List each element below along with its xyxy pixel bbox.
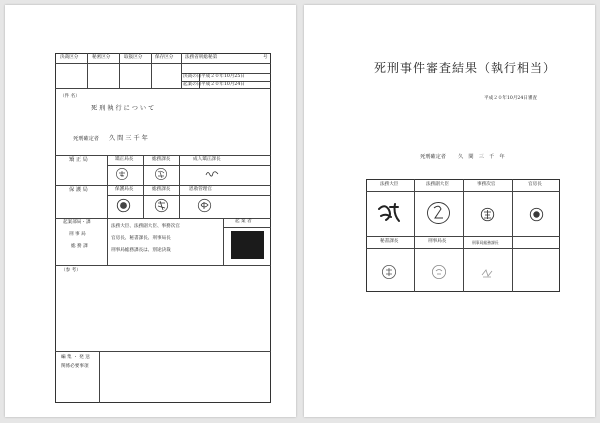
left-page [5, 5, 296, 417]
approver-title: 法務副大臣 [426, 182, 449, 187]
stamp-seal [381, 264, 397, 280]
review-date: 平成２０年10月24日審査 [484, 96, 538, 101]
table-rule [463, 179, 464, 292]
form-rule [107, 165, 271, 166]
form-rule [143, 185, 144, 218]
form-rule [55, 351, 271, 352]
drafting-dept-label: 起案部局・課 [63, 220, 91, 225]
header-cell: 保存区分 [155, 55, 174, 60]
drafter-label: 起 案 者 [235, 219, 252, 224]
notes-label: （参 考） [61, 268, 81, 273]
approver-title: 保護局長 [115, 187, 134, 192]
form-rule [87, 53, 88, 88]
convict-label: 死刑確定者 [420, 154, 446, 160]
form-rule [55, 155, 271, 156]
footer-label: 関係必要事項 [61, 364, 89, 369]
approver-title: 法務大臣 [380, 182, 399, 187]
redacted-block [231, 231, 264, 259]
stamp-seal [154, 167, 168, 181]
drafting-dept-label: 刑 事 局 [69, 232, 86, 237]
stamp-seal [431, 264, 447, 280]
convict-label: 死刑確定者 [73, 136, 99, 142]
subject-label: （件 名） [60, 94, 80, 99]
approval-line: 刑事局総務課長は、別途決裁 [111, 248, 171, 253]
date-label: 起案の日 [183, 82, 202, 87]
form-rule [55, 88, 271, 89]
convict-name: 久 間 三 千 年 [458, 154, 505, 160]
document-title: 死刑事件審査結果（執行相当） [374, 61, 557, 75]
approval-line: 法務大臣、法務副大臣、事務次官 [111, 224, 180, 229]
approver-title: 恩赦管理官 [189, 187, 212, 192]
form-rule [223, 227, 271, 228]
form-rule [107, 155, 108, 185]
handwritten-mark [480, 267, 494, 279]
stamp-seal [529, 207, 544, 222]
form-rule [181, 53, 182, 88]
doc-number-label: 法務省刑総秘第 [185, 55, 218, 60]
stamp-seal [197, 198, 212, 213]
form-rule [151, 53, 152, 88]
form-rule [143, 155, 144, 185]
form-rule [179, 155, 180, 185]
approver-title: 刑事局総務課長 [472, 240, 499, 245]
drafting-dept-label: 総 務 課 [71, 244, 88, 249]
header-cell: 決裁区分 [60, 55, 79, 60]
stamp-seal [115, 167, 129, 181]
right-page [304, 5, 595, 417]
handwritten-mark [205, 169, 219, 179]
section-label: 矯 正 局 [69, 157, 88, 163]
stamp-seal [154, 198, 169, 213]
form-rule [107, 195, 271, 196]
doc-number-suffix: 号 [263, 55, 268, 60]
approver-title: 秘書課長 [380, 239, 399, 244]
subject-title: 死 刑 執 行 に つ い て [91, 105, 155, 112]
approver-title: 矯正局長 [115, 157, 134, 162]
approver-title: 官房長 [528, 182, 542, 187]
form-rule [99, 351, 100, 403]
handwritten-signature [425, 200, 452, 226]
approver-title: 総務課長 [152, 157, 171, 162]
date-value: 平成２０年10月25日 [201, 74, 245, 79]
stamp-seal [116, 198, 131, 213]
table-rule [414, 179, 415, 292]
stamp-seal [480, 207, 495, 222]
footer-label: 編 集 ・ 発 送 [61, 355, 90, 360]
form-rule [119, 53, 120, 88]
section-label: 保 護 局 [69, 187, 88, 193]
date-label: 決裁の日 [183, 74, 202, 79]
approver-title: 刑事局長 [428, 239, 447, 244]
form-rule [55, 265, 271, 266]
form-rule [55, 185, 271, 186]
approver-title: 総務課長 [152, 187, 171, 192]
form-rule [223, 218, 224, 265]
handwritten-signature [376, 201, 404, 225]
form-rule [107, 218, 108, 265]
approval-line: 官房長、秘書課長、刑事局長 [111, 236, 171, 241]
header-cell: 取扱区分 [124, 55, 143, 60]
approver-title: 成人矯正課長 [193, 157, 221, 162]
header-cell: 秘密区分 [92, 55, 111, 60]
form-rule [107, 185, 108, 218]
date-value: 平成２０年10月24日 [201, 82, 245, 87]
convict-name: 久 間 三 千 年 [109, 135, 148, 142]
approver-title: 事務次官 [477, 182, 496, 187]
table-rule [512, 179, 513, 292]
form-rule [179, 185, 180, 218]
